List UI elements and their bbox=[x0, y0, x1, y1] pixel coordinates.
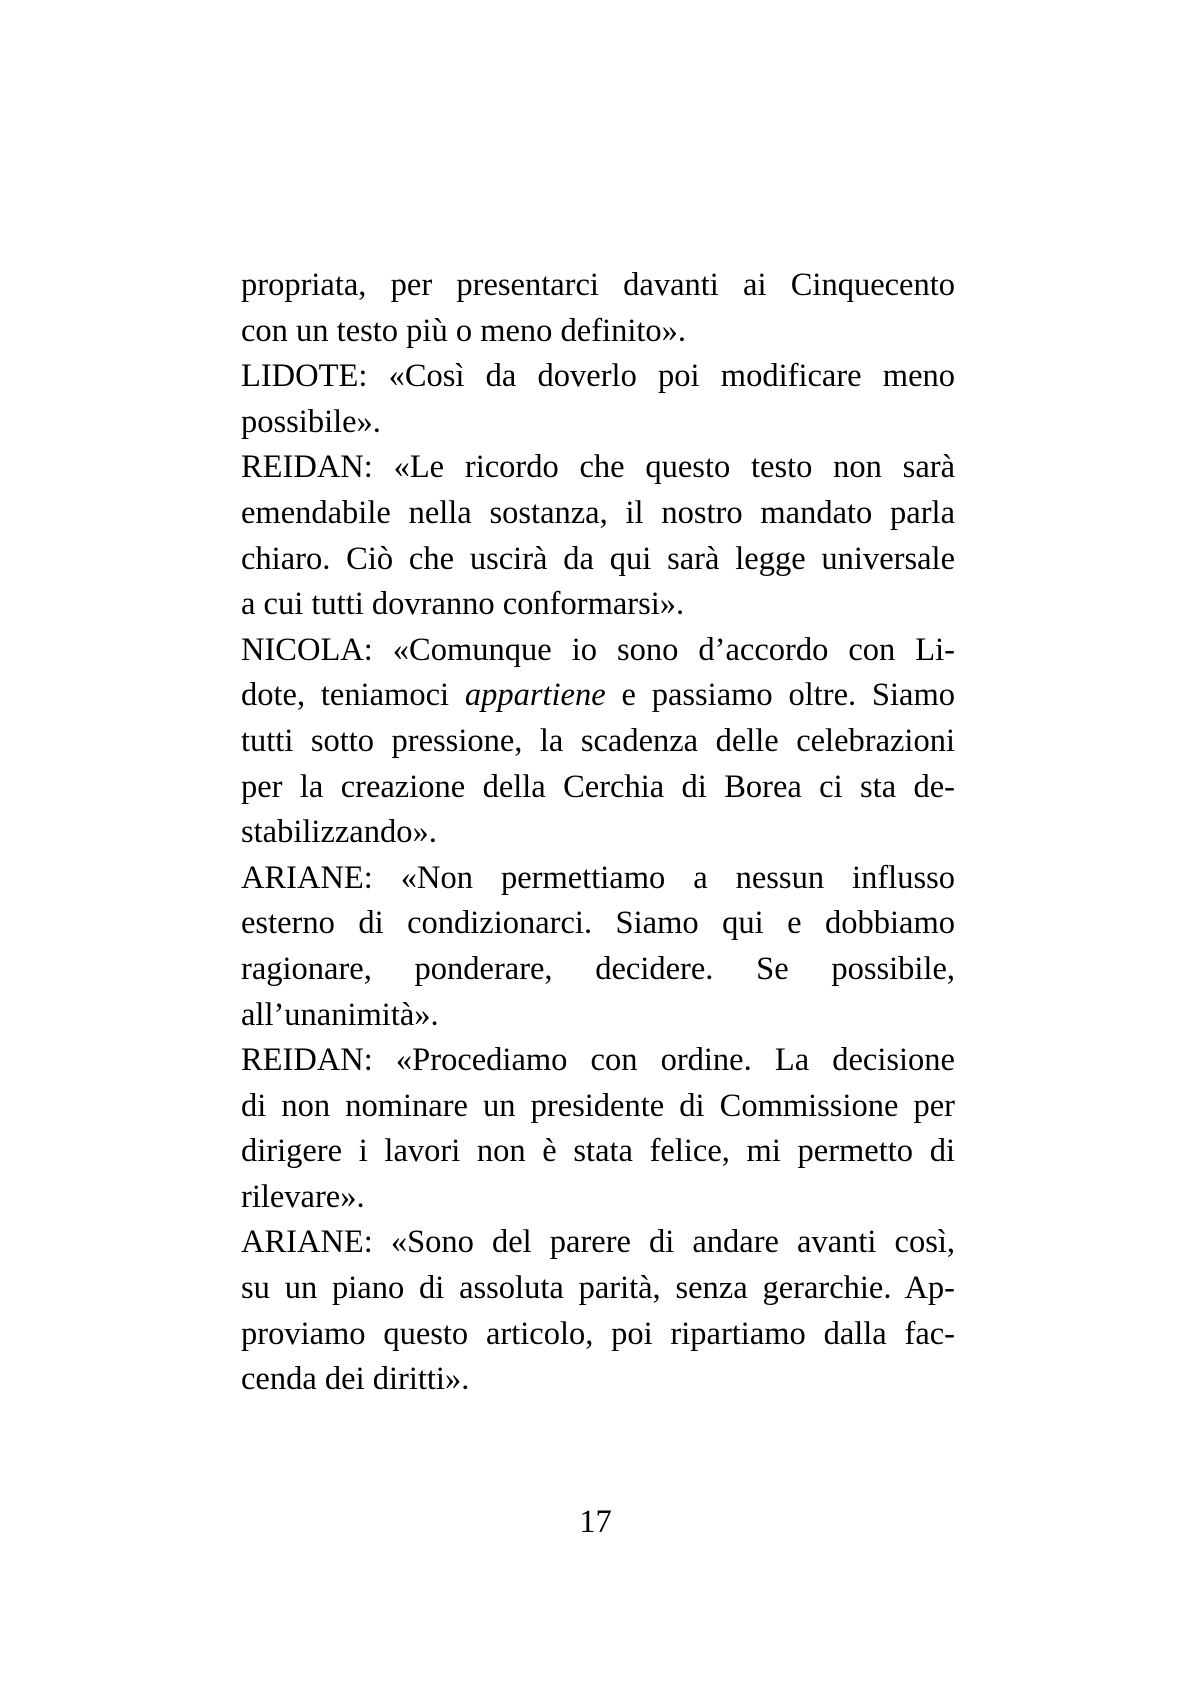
text-line: stabilizzando». bbox=[241, 814, 437, 851]
text-line: su un piano di assoluta parità, senza gerarchie. Ap- bbox=[241, 1270, 955, 1307]
text-line: all’unanimità». bbox=[241, 996, 439, 1033]
text-line: chiaro. Ciò che uscirà da qui sarà legge universale bbox=[241, 540, 955, 577]
text-line: con un testo più o meno definito». bbox=[241, 312, 687, 349]
text-line: ragionare, ponderare, decidere. Se possibile, bbox=[241, 950, 955, 987]
text-line: rilevare». bbox=[241, 1178, 365, 1215]
text-line: dirigere i lavori non è stata felice, mi permetto di bbox=[241, 1133, 955, 1170]
text-line: ARIANE: «Sono del parere di andare avanti così, bbox=[241, 1224, 955, 1261]
dialogue-reidan bbox=[241, 445, 955, 627]
text-line: possibile». bbox=[241, 403, 381, 440]
text-line: emendabile nella sostanza, il nostro mandato parla bbox=[241, 494, 955, 531]
text-line: a cui tutti dovranno conformarsi». bbox=[241, 586, 685, 623]
dialogue-lidote bbox=[241, 354, 955, 445]
dialogue-nicola bbox=[241, 628, 955, 856]
text-line: tutti sotto pressione, la scadenza delle celebrazioni bbox=[241, 722, 955, 759]
dialogue-reidan bbox=[241, 1038, 955, 1220]
text-line: di non nominare un presidente di Commissione per bbox=[241, 1087, 955, 1124]
text-line: REIDAN: «Procediamo con ordine. La decisione bbox=[241, 1042, 955, 1079]
text-run: dote, teniamoci bbox=[241, 677, 465, 714]
text-line bbox=[241, 673, 955, 719]
paragraph-continuation bbox=[241, 263, 955, 354]
text-run: e passiamo oltre. Siamo bbox=[605, 677, 955, 714]
body-text bbox=[241, 263, 955, 1403]
text-line: REIDAN: «Le ricordo che questo testo non sarà bbox=[241, 449, 955, 486]
text-line: LIDOTE: «Così da doverlo poi modificare meno bbox=[241, 358, 955, 395]
italic-term: appartiene bbox=[464, 677, 606, 714]
text-line: proviamo questo articolo, poi ripartiamo dalla fac- bbox=[241, 1315, 955, 1352]
dialogue-ariane bbox=[241, 856, 955, 1038]
text-line: propriata, per presentarci davanti ai Cinquecento bbox=[241, 267, 955, 303]
page-number: 17 bbox=[579, 1504, 612, 1540]
text-line: ARIANE: «Non permettiamo a nessun influsso bbox=[241, 859, 955, 896]
text-line: esterno di condizionarci. Siamo qui e dobbiamo bbox=[241, 905, 955, 942]
dialogue-ariane bbox=[241, 1220, 955, 1402]
text-line: cenda dei diritti». bbox=[241, 1361, 470, 1398]
text-line: per la creazione della Cerchia di Borea ci sta de- bbox=[241, 768, 955, 805]
text-line: NICOLA: «Comunque io sono d’accordo con Li- bbox=[241, 631, 955, 668]
